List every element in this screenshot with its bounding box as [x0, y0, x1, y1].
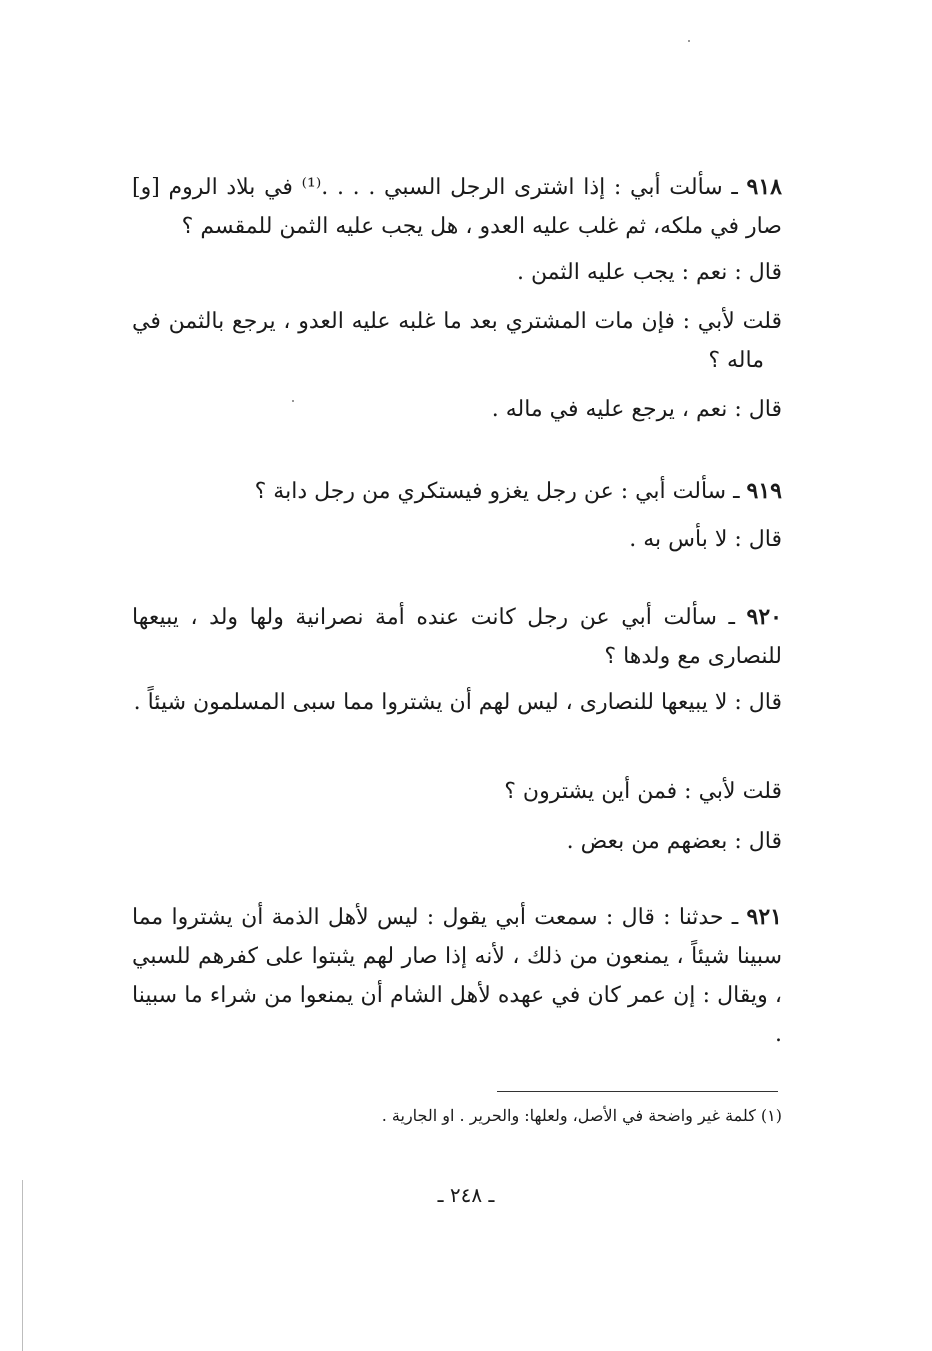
entry-number: ٩١٨ — [746, 174, 782, 200]
entry-text: ـ سألت أبي : عن رجل يغزو فيستكري من رجل دابة ؟ — [254, 479, 747, 504]
scan-speck — [292, 400, 294, 402]
answer-line: قال : بعضهم من بعض . — [566, 829, 782, 854]
answer-line — [132, 683, 782, 722]
footnote-separator — [497, 1091, 778, 1092]
entry-number: ٩٢٠ — [746, 604, 782, 630]
footnote: (١) كلمة غير واضحة في الأصل، ولعلها: والحرير . او الجارية . — [381, 1106, 782, 1125]
entry-921 — [132, 898, 782, 1054]
answer-line: قال : نعم ، يرجع عليه في ماله . — [491, 397, 782, 422]
page-number: ـ ٢٤٨ ـ — [437, 1183, 495, 1207]
answer-line: قال : نعم : يجب عليه الثمن . — [516, 260, 782, 285]
scan-margin-line — [22, 1180, 23, 1351]
entry-919 — [255, 472, 782, 511]
question-text: قلت لأبي : فإن مات المشتري بعد ما غلبه عليه العدو ، يرجع بالثمن في ماله ؟ — [132, 309, 782, 373]
question-line — [132, 302, 782, 380]
entry-number: ٩١٩ — [746, 478, 782, 504]
entry-920 — [132, 598, 782, 676]
scan-speck — [688, 40, 690, 42]
entry-918 — [132, 168, 782, 246]
entry-text: ـ سألت أبي عن رجل كانت عنده أمة نصرانية ولها ولد ، يبيعها للنصارى مع ولدها ؟ — [132, 605, 782, 669]
question-line: قلت لأبي : فمن أين يشترون ؟ — [504, 779, 782, 804]
entry-number: ٩٢١ — [746, 904, 782, 930]
entry-text: ـ سألت أبي : إذا اشترى الرجل السبي . . . .⁽¹⁾ في بلاد الروم [و] صار في ملكه، ثم غلب عليه العدو ، هل يجب عليه الثمن للمقسم ؟ — [132, 175, 782, 239]
answer-line: قال : لا بأس به . — [629, 527, 782, 552]
answer-text: قال : لا يبيعها للنصارى ، ليس لهم أن يشتروا مما سبى المسلمون شيئاً . — [133, 690, 782, 715]
entry-text: ـ حدثنا : قال : سمعت أبي يقول : ليس لأهل الذمة أن يشتروا مما سبينا شيئاً ، يمنعون من ذلك ، لأنه إذا صار لهم يثبتوا على كفرهم للسبي ، ويقال : إن عمر كان في عهده لأهل الشام أن يمنعوا من شراء ما سبينا . — [132, 905, 782, 1047]
